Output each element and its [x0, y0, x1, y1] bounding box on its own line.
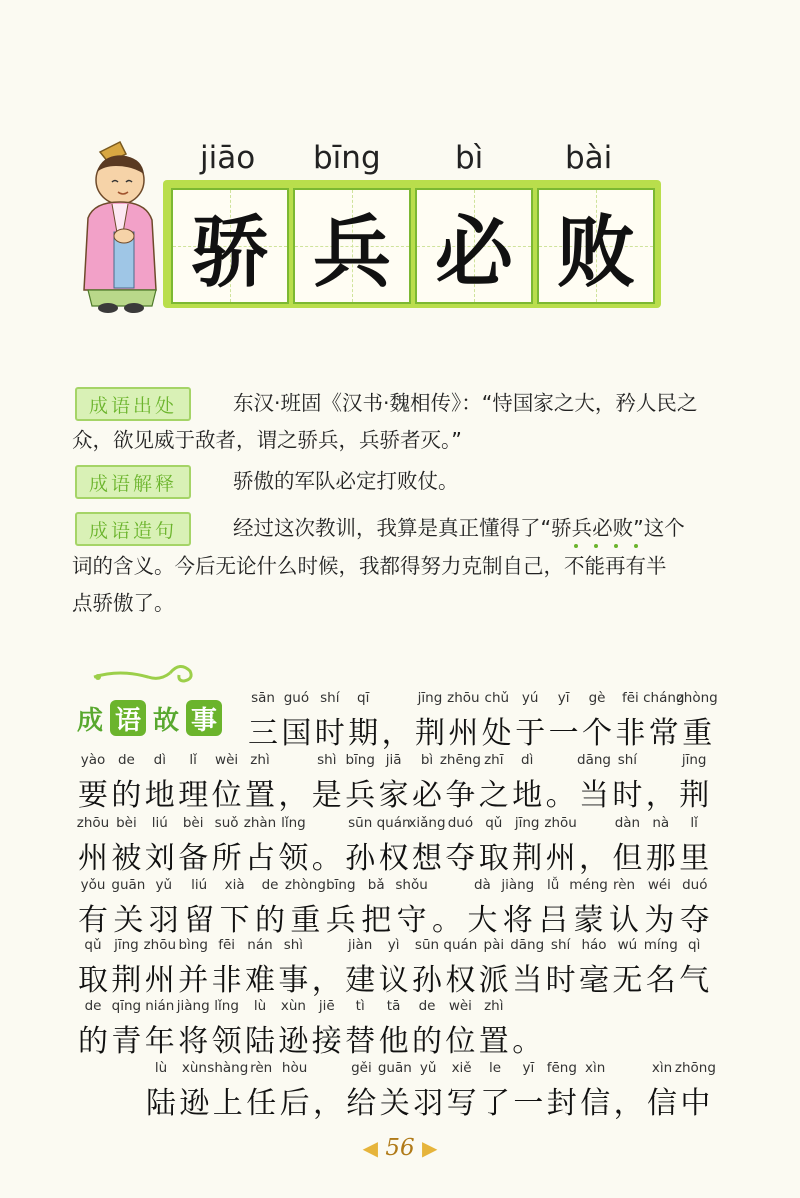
story-char-hanzi: 是	[311, 778, 342, 813]
story-char-pinyin: xùn	[181, 1060, 207, 1076]
story-char-hanzi: 地	[512, 778, 543, 813]
source-text-line2: 众，欲见威于敌者，谓之骄兵，兵骄者灭。”	[72, 428, 462, 452]
story-char-pinyin: chǔ	[484, 690, 510, 706]
story-tag	[72, 698, 232, 738]
story-char-pinyin: quán	[376, 815, 411, 831]
story-char-pinyin: jīng	[114, 937, 139, 953]
story-char-pinyin: dì	[521, 752, 534, 768]
story-char-hanzi: 州	[144, 963, 175, 998]
story-char-pinyin: yī	[557, 690, 570, 706]
story-char-hanzi: 信	[647, 1086, 677, 1121]
story-char-pinyin: lǚ	[547, 877, 560, 893]
story-char-hanzi: 陆	[146, 1086, 176, 1121]
story-char-pinyin: sūn	[348, 815, 373, 831]
story-char-pinyin: yú	[521, 690, 539, 706]
story-char-hanzi: 理	[178, 778, 209, 813]
story-char-pinyin: lù	[154, 1060, 168, 1076]
story-tag-char: 事	[186, 700, 222, 736]
story-char-hanzi: ，	[579, 841, 609, 876]
story-char-hanzi: 位	[445, 1024, 476, 1059]
story-char-pinyin: liú	[191, 877, 208, 893]
story-char-pinyin: yào	[80, 752, 106, 768]
story-char-hanzi: 必	[412, 778, 442, 813]
story-char-pinyin: jīng	[514, 815, 540, 831]
title-pinyin-2: bīng	[313, 140, 381, 176]
story-char-pinyin: fēi	[218, 937, 235, 953]
story-char-hanzi: 替	[345, 1024, 376, 1059]
story-char-pinyin: shì	[283, 937, 304, 953]
story-char-hanzi: 下	[219, 903, 250, 938]
story-char-hanzi: 处	[481, 716, 512, 751]
story-char-pinyin: zhì	[250, 752, 270, 768]
story-tag-char: 故	[152, 705, 179, 736]
story-char-pinyin: shí	[617, 752, 638, 768]
story-char-hanzi: 气	[679, 963, 710, 998]
story-char-hanzi: 一	[548, 716, 579, 751]
example-text-line2: 词的含义。今后无论什么时候，我都得努力克制自己，不能再有半	[72, 554, 667, 578]
story-char-pinyin: zhōu	[76, 815, 110, 831]
title-pinyin-4: bài	[565, 140, 613, 176]
story-char-pinyin: xùn	[280, 998, 306, 1014]
story-char-pinyin: quán	[443, 937, 478, 953]
story-char-hanzi: 关	[113, 903, 144, 938]
story-char-hanzi: ，	[645, 778, 676, 813]
story-char-pinyin: sūn	[414, 937, 440, 953]
story-char-hanzi: 大	[467, 903, 498, 938]
story-char-hanzi: 议	[378, 963, 409, 998]
story-char-pinyin: bì	[420, 752, 434, 768]
story-char-pinyin: liú	[151, 815, 168, 831]
story-char-hanzi: 于	[515, 716, 546, 751]
story-char-hanzi: ，	[278, 778, 309, 813]
story-char-hanzi: 为	[644, 903, 675, 938]
story-char-hanzi: 派	[478, 963, 509, 998]
story-char-hanzi: 事	[278, 963, 309, 998]
story-char-hanzi: 荆	[111, 963, 142, 998]
story-char-pinyin: de	[418, 998, 436, 1014]
story-char-pinyin: zhī	[484, 752, 504, 768]
story-char-hanzi: 了	[480, 1086, 510, 1121]
meaning-tag: 成语解释	[75, 465, 191, 499]
story-char-hanzi: 领	[211, 1024, 242, 1059]
story-char-hanzi: 。	[432, 903, 462, 938]
story-char-hanzi: 将	[178, 1024, 209, 1059]
story-char-hanzi: 写	[446, 1086, 477, 1121]
story-char-hanzi: 地	[144, 778, 175, 813]
story-char-hanzi: 权	[378, 841, 409, 876]
story-char-pinyin: wèi	[448, 998, 472, 1014]
story-char-hanzi: 一	[513, 1086, 544, 1121]
story-char-pinyin: xìn	[651, 1060, 673, 1076]
source-tag: 成语出处	[75, 387, 191, 421]
story-char-hanzi: 期	[348, 716, 379, 751]
story-char-pinyin: yī	[522, 1060, 535, 1076]
title-char-3: 必	[434, 208, 513, 298]
story-char-pinyin: bīng	[345, 752, 375, 768]
story-char	[674, 1060, 716, 1120]
story-char-pinyin: fēng	[546, 1060, 577, 1076]
story-char-pinyin: rèn	[612, 877, 636, 893]
story-char-pinyin: jiàn	[348, 937, 373, 953]
story-char-hanzi: 位	[211, 778, 242, 813]
story-char-pinyin: háo	[581, 937, 607, 953]
story-char	[673, 752, 715, 812]
story-char-hanzi: 无	[612, 963, 643, 998]
story-char-hanzi: 置	[478, 1024, 509, 1059]
story-char	[676, 690, 718, 750]
page-number	[340, 1135, 460, 1165]
story-char-hanzi: 封	[546, 1086, 577, 1121]
story-char-pinyin: bìng	[178, 937, 208, 953]
story-char-hanzi: 重	[290, 903, 321, 938]
story-char-pinyin: jiā	[385, 752, 402, 768]
title-char-1: 骄	[190, 208, 269, 298]
story-char-pinyin: xiě	[451, 1060, 472, 1076]
story-char-hanzi: 家	[378, 778, 409, 813]
story-char-hanzi: 的	[255, 903, 285, 938]
story-char-hanzi: 兵	[325, 903, 356, 938]
story-char-pinyin: hòu	[281, 1060, 308, 1076]
story-char-pinyin: méng	[569, 877, 608, 893]
story-char-hanzi: 国	[281, 716, 312, 751]
story-char-pinyin: zhēng	[439, 752, 481, 768]
story-char-hanzi: 难	[245, 963, 275, 998]
story-char-hanzi: 个	[582, 716, 612, 751]
story-char-pinyin: dàn	[614, 815, 641, 831]
story-char-pinyin: duó	[682, 877, 708, 893]
story-char-pinyin: wèi	[215, 752, 239, 768]
story-char-pinyin: qì	[688, 937, 701, 953]
story-char-hanzi: 取	[78, 963, 108, 998]
story-char-pinyin: lǐng	[281, 815, 306, 831]
story-tag-char: 语	[110, 700, 146, 736]
story-char-hanzi: 所	[211, 841, 242, 876]
story-char-hanzi: 上	[212, 1086, 243, 1121]
story-char-pinyin: shì	[317, 752, 337, 768]
story-char-pinyin: de	[261, 877, 279, 893]
story-char-hanzi: 留	[184, 903, 215, 938]
story-char-pinyin: dà	[473, 877, 491, 893]
story-char-hanzi: 陆	[245, 1024, 275, 1059]
story-char-hanzi: 的	[78, 1024, 108, 1059]
story-char-hanzi: 夺	[445, 841, 476, 876]
story-char-pinyin: xià	[224, 877, 245, 893]
story-char-pinyin: wéi	[647, 877, 671, 893]
meaning-text: 骄傲的军队必定打败仗。	[233, 469, 459, 493]
story-char-pinyin: zhōu	[544, 815, 577, 831]
story-char-pinyin: jiē	[318, 998, 335, 1014]
example-text-line3: 点骄傲了。	[72, 591, 175, 615]
story-char-pinyin: shǒu	[395, 877, 428, 893]
story-char-hanzi: 关	[379, 1086, 410, 1121]
story-char-pinyin: wú	[617, 937, 638, 953]
story-char-pinyin: yǔ	[155, 877, 173, 893]
story-char-hanzi: 吕	[538, 903, 569, 938]
story-char-hanzi: 并	[178, 963, 209, 998]
title-char-4: 败	[556, 208, 635, 298]
story-char-pinyin: tā	[386, 998, 401, 1014]
story-char-hanzi: 将	[502, 903, 533, 938]
story-char-hanzi: 把	[361, 903, 392, 938]
story-char-hanzi: ，	[313, 1086, 343, 1121]
story-char-hanzi: 被	[111, 841, 142, 876]
story-char-pinyin: suǒ	[214, 815, 239, 831]
story-char-pinyin: de	[84, 998, 102, 1014]
story-char-pinyin: nà	[652, 815, 670, 831]
story-char-hanzi: 孙	[345, 841, 376, 876]
title-char-2: 兵	[312, 208, 391, 298]
story-char-pinyin: xìn	[585, 1060, 606, 1076]
story-char-pinyin: gè	[588, 690, 606, 706]
story-char-pinyin: jīng	[417, 690, 443, 706]
story-char-pinyin: guān	[377, 1060, 412, 1076]
story-char-hanzi: 逊	[179, 1086, 210, 1121]
title-pinyin-3: bì	[455, 140, 484, 176]
story-char-hanzi: 三	[248, 716, 278, 751]
story-char-pinyin: zhōu	[447, 690, 480, 706]
story-char-hanzi: 夺	[679, 903, 710, 938]
story-char-pinyin: cháng	[643, 690, 685, 706]
story-char-hanzi: 州	[448, 716, 479, 751]
story-char-hanzi: 给	[346, 1086, 377, 1121]
example-text-line1: 经过这次教训，我算是真正懂得了“骄兵必败”这个	[233, 516, 685, 540]
story-char-pinyin: yǔ	[419, 1060, 437, 1076]
story-char-hanzi: 信	[580, 1086, 611, 1121]
story-char-pinyin: qǔ	[485, 815, 503, 831]
story-char-hanzi: 要	[78, 778, 108, 813]
story-char	[673, 815, 715, 875]
story-char-hanzi: 的	[111, 778, 142, 813]
story-char-pinyin: qǔ	[84, 937, 102, 953]
story-char-hanzi: 时	[612, 778, 643, 813]
story-char-hanzi: 权	[445, 963, 476, 998]
story-char-hanzi: 接	[311, 1024, 342, 1059]
story-char-hanzi: 他	[378, 1024, 409, 1059]
story-char	[506, 998, 548, 1058]
story-char-hanzi: 之	[478, 778, 509, 813]
story-char-hanzi: 认	[609, 903, 639, 938]
story-char-hanzi: 蒙	[573, 903, 604, 938]
story-char-hanzi: 名	[645, 963, 676, 998]
story-char-hanzi: 荆	[415, 716, 445, 751]
story-char-pinyin: qī	[357, 690, 370, 706]
story-char-hanzi: 备	[178, 841, 209, 876]
story-char-pinyin: jiàng	[501, 877, 535, 893]
story-char-hanzi: 有	[78, 903, 108, 938]
story-char-pinyin: lǐ	[690, 815, 698, 831]
story-char-pinyin: dāng	[577, 752, 611, 768]
story-char-pinyin: yì	[387, 937, 400, 953]
story-char-pinyin: zhōng	[674, 1060, 716, 1076]
story-char-hanzi: 建	[345, 963, 376, 998]
story-char-pinyin: shí	[320, 690, 340, 706]
story-char-pinyin: jīng	[681, 752, 707, 768]
story-char-hanzi: 年	[144, 1024, 175, 1059]
story-char-hanzi: 领	[278, 841, 309, 876]
story-char-hanzi: ，	[381, 716, 412, 751]
story-char-hanzi: 守	[396, 903, 427, 938]
story-char-pinyin: xiǎng	[408, 815, 446, 831]
story-char-hanzi: 时	[314, 716, 345, 751]
story-char-pinyin: bèi	[116, 815, 137, 831]
story-char-hanzi: 荆	[512, 841, 543, 876]
story-char-pinyin: bèi	[182, 815, 204, 831]
story-char	[674, 877, 716, 937]
story-char-hanzi: 。	[311, 841, 342, 876]
story-char-hanzi: 的	[412, 1024, 442, 1059]
story-char-hanzi: 非	[615, 716, 646, 751]
story-char-pinyin: tì	[355, 998, 365, 1014]
story-char-hanzi: 取	[478, 841, 509, 876]
story-char-pinyin: zhōu	[143, 937, 177, 953]
story-char-pinyin: lù	[253, 998, 267, 1014]
story-char-pinyin: lǐ	[189, 752, 197, 768]
story-char-hanzi: 但	[612, 841, 643, 876]
story-char-pinyin: shàng	[207, 1060, 249, 1076]
story-char-pinyin: le	[488, 1060, 502, 1076]
story-char-pinyin: de	[117, 752, 135, 768]
story-char-pinyin: gěi	[351, 1060, 372, 1076]
story-char-pinyin: sān	[251, 690, 275, 706]
story-char-hanzi: 后	[279, 1086, 310, 1121]
story-char-hanzi: 刘	[144, 841, 175, 876]
story-char-hanzi: 占	[245, 841, 275, 876]
page-number-value: 56	[385, 1135, 415, 1161]
story-tag-char: 成	[76, 705, 103, 736]
title-char-cell	[293, 188, 411, 304]
story-char-hanzi: 。	[512, 1024, 543, 1059]
story-char-hanzi: 中	[680, 1086, 711, 1121]
story-char-pinyin: dāng	[510, 937, 545, 953]
story-char-pinyin: yǒu	[80, 877, 106, 893]
story-char-pinyin: duó	[447, 815, 474, 831]
story-char-hanzi: 毫	[579, 963, 609, 998]
story-char-hanzi: 州	[545, 841, 576, 876]
story-char-hanzi: 孙	[412, 963, 442, 998]
story-char-hanzi: 想	[412, 841, 442, 876]
story-char-hanzi: 争	[445, 778, 476, 813]
title-char-cell	[415, 188, 533, 304]
story-char-pinyin: lǐng	[214, 998, 239, 1014]
cloud-swirl-decoration	[90, 655, 200, 691]
story-char-hanzi: 逊	[278, 1024, 309, 1059]
story-char-pinyin: jiàng	[176, 998, 210, 1014]
right-arrow-icon: ▶	[421, 1136, 438, 1160]
story-char-hanzi: 青	[111, 1024, 142, 1059]
story-char-hanzi: 非	[211, 963, 242, 998]
story-char-hanzi: 任	[246, 1086, 277, 1121]
source-text-line1: 东汉·班固《汉书·魏相传》：“恃国家之大，矜人民之	[233, 391, 698, 415]
title-char-cell	[537, 188, 655, 304]
story-char-hanzi: 羽	[413, 1086, 444, 1121]
story-char-hanzi: 里	[679, 841, 710, 876]
story-char-pinyin: zhàn	[243, 815, 277, 831]
story-char-pinyin: guān	[111, 877, 146, 893]
title-pinyin-1: jiāo	[200, 140, 256, 176]
story-char-pinyin: zhòng	[676, 690, 718, 706]
story-char-hanzi: 荆	[679, 778, 710, 813]
left-arrow-icon: ◀	[362, 1136, 379, 1160]
story-char-hanzi: 州	[78, 841, 108, 876]
story-char-hanzi: 当	[512, 963, 543, 998]
title-char-cell	[171, 188, 289, 304]
story-char-hanzi: ，	[613, 1086, 644, 1121]
story-char-hanzi: 时	[545, 963, 576, 998]
story-char-hanzi: 当	[579, 778, 609, 813]
title-board	[163, 180, 661, 308]
story-char-hanzi: 置	[245, 778, 275, 813]
story-char-pinyin: dì	[153, 752, 166, 768]
story-char-pinyin: bǎ	[367, 877, 385, 893]
story-char-pinyin: qīng	[111, 998, 142, 1014]
story-char-hanzi: 那	[645, 841, 676, 876]
example-tag: 成语造句	[75, 512, 191, 546]
story-char-hanzi: ，	[311, 963, 342, 998]
story-char-pinyin: zhì	[484, 998, 504, 1014]
story-char-pinyin: guó	[283, 690, 310, 706]
scholar-figure-illustration	[72, 140, 172, 315]
story-char-pinyin: míng	[643, 937, 678, 953]
story-char-pinyin: pài	[483, 937, 505, 953]
story-char-pinyin: rèn	[250, 1060, 273, 1076]
story-char-pinyin: bīng	[326, 877, 356, 893]
story-char-pinyin: nán	[247, 937, 273, 953]
story-char-hanzi: 重	[682, 716, 713, 751]
story-char-pinyin: shí	[550, 937, 571, 953]
story-char-pinyin: zhòng	[284, 877, 326, 893]
story-char-hanzi: 羽	[148, 903, 179, 938]
story-char-pinyin: fēi	[621, 690, 639, 706]
story-char	[673, 937, 715, 997]
story-char-pinyin: nián	[145, 998, 175, 1014]
story-char-hanzi: 常	[648, 716, 679, 751]
story-char-hanzi: 。	[545, 778, 576, 813]
story-char-hanzi: 兵	[345, 778, 376, 813]
